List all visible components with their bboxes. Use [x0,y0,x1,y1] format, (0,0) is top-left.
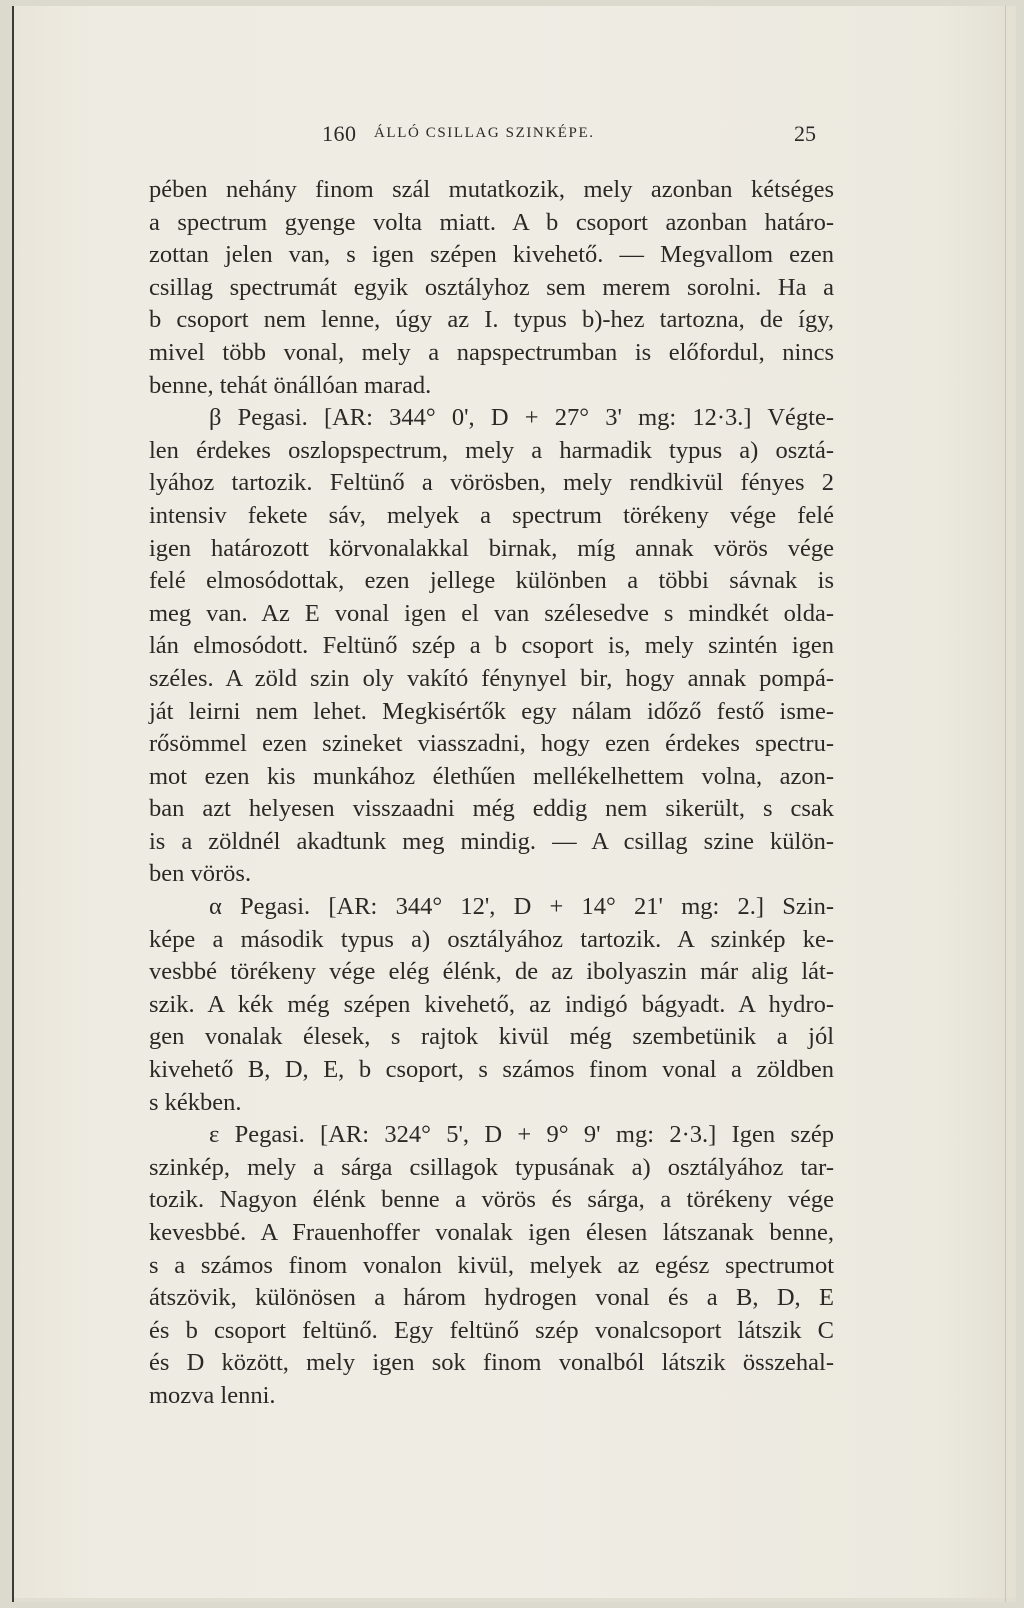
text-line: ját leirni nem lehet. Megkisértők egy nálam időző festő isme- [149,697,834,725]
running-title: ÁLLÓ CSILLAG SZINKÉPE. [374,125,595,141]
text-line: s a számos finom vonalon kivül, melyek az egész spectrumot [149,1251,834,1279]
text-line: felé elmosódottak, ezen jellege különben a többi sávnak is [149,567,834,595]
book-page [12,6,1016,1602]
text-line: igen határozott körvonalakkal birnak, míg annak vörös vége [149,534,834,562]
text-line: ban azt helyesen visszaadni még eddig nem sikerült, s csak [149,795,834,823]
text-line: is a zöldnél akadtunk meg mindig. — A csillag szine külön- [149,827,834,855]
text-line: és b csoport feltünő. Egy feltünő szép vonalcsoport látszik C [149,1316,834,1344]
text-line: a spectrum gyenge volta miatt. A b csoport azonban határo- [149,208,834,236]
running-header [14,121,1018,151]
text-line: rősömmel ezen szineket viasszadni, hogy ezen érdekes spectru- [149,730,834,758]
text-line: szinkép, mely a sárga csillagok typusának a) osztályához tar- [149,1153,834,1181]
text-line: zottan jelen van, s igen szépen kivehető. — Megvallom ezen [149,241,834,269]
text-line: széles. A zöld szin oly vakító fénynyel bir, hogy annak pompá- [149,664,834,692]
text-line: pében nehány finom szál mutatkozik, mely azonban kétséges [149,176,834,203]
text-line: mivel több vonal, mely a napspectrumban is előfordul, nincs [149,338,834,366]
text-line: átszövik, különösen a három hydrogen vonal és a B, D, E [149,1284,834,1312]
text-line: len érdekes oszlopspectrum, mely a harmadik typus a) osztá- [149,436,834,464]
text-line: vesbbé törékeny vége elég élénk, de az ibolyaszin már alig lát- [149,958,834,986]
text-line: mot ezen kis munkához élethűen mellékelhettem volna, azon- [149,762,834,790]
body-text [149,174,834,1413]
text-line: b csoport nem lenne, úgy az I. typus b)-hez tartozna, de így, [149,306,834,334]
text-line: tozik. Nagyon élénk benne a vörös és sárga, a törékeny vége [149,1186,834,1214]
text-line: ben vörös. [149,860,252,888]
text-line: α Pegasi. [AR: 344° 12', D + 14° 21' mg: 2.] Szin- [209,893,834,921]
text-line: β Pegasi. [AR: 344° 0', D + 27° 3' mg: 12·3.] Végte- [209,404,834,432]
text-line: mozva lenni. [149,1381,276,1409]
text-line: benne, tehát önállóan marad. [149,371,432,399]
text-line: s kékben. [149,1088,242,1116]
page-number: 160 [322,121,357,146]
text-line: csillag spectrumát egyik osztályhoz sem merem sorolni. Ha a [149,273,834,301]
text-line: kivehető B, D, E, b csoport, s számos finom vonal a zöldben [149,1056,834,1084]
text-line: gen vonalak élesek, s rajtok kivül még szembetünik a jól [149,1023,834,1051]
text-line: és D között, mely igen sok finom vonalból látszik összehal- [149,1349,834,1377]
text-line: szik. A kék még szépen kivehető, az indigó bágyadt. A hydro- [149,990,834,1018]
text-line: meg van. Az E vonal igen el van szélesedve s mindkét olda- [149,599,834,627]
text-line: ε Pegasi. [AR: 324° 5', D + 9° 9' mg: 2·3.] Igen szép [209,1121,834,1149]
text-line: lyához tartozik. Feltünő a vörösben, mely rendkivül fényes 2 [149,469,834,497]
page-bottom-edge [14,1598,1016,1602]
text-line: lán elmosódott. Feltünő szép a b csoport is, mely szintén igen [149,632,834,660]
signature-mark: 25 [794,121,816,146]
text-line: képe a második typus a) osztályához tartozik. A szinkép ke- [149,925,834,953]
text-line: kevesbbé. A Frauenhoffer vonalak igen élesen látszanak benne, [149,1219,834,1246]
text-line: intensiv fekete sáv, melyek a spectrum törékeny vége felé [149,501,834,529]
